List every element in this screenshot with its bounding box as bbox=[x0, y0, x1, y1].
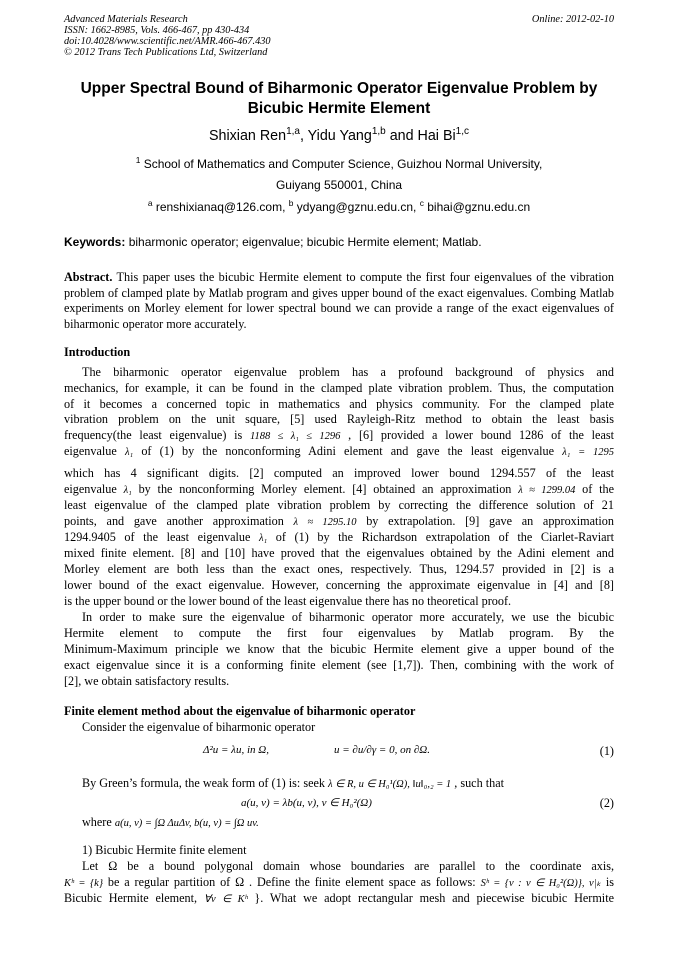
equation-1-right: u = ∂u/∂γ = 0, on ∂Ω. bbox=[334, 744, 430, 756]
intro-line: lower bound of the exact eigenvalue. However, concerning the approximate eigenvalue in [4] and [8] bbox=[64, 578, 614, 592]
intro-line bbox=[64, 514, 614, 531]
copyright: © 2012 Trans Tech Publications Ltd, Switzerland bbox=[64, 47, 268, 58]
email: bihai@gznu.edu.cn bbox=[423, 200, 531, 214]
fem-text: where bbox=[82, 815, 115, 829]
intro-line: exact eigenvalue since it is a conforming finite element (see [1,7]). Then, combining with the work of bbox=[64, 658, 614, 672]
math-inline: 1188 ≤ λ₁ ≤ 1296 bbox=[250, 431, 341, 442]
fem-heading: Finite element method about the eigenvalue of biharmonic operator bbox=[64, 704, 416, 718]
issn: ISSN: 1662-8985, Vols. 466-467, pp 430-434 bbox=[64, 25, 250, 36]
math-inline: a(u, v) = ∫Ω ΔuΔv, b(u, v) = ∫Ω uv. bbox=[114, 818, 259, 829]
intro-line: vibration problem on the unit square, [5] used Rayleigh-Ritz method to obtain the least basis bbox=[64, 412, 614, 426]
affiliation-text: School of Mathematics and Computer Science, Guizhou Normal University, bbox=[140, 157, 543, 171]
author-sup: 1,b bbox=[371, 126, 386, 138]
email: ydyang@gznu.edu.cn, bbox=[293, 200, 420, 214]
intro-text: eigenvalue bbox=[64, 482, 124, 496]
author-name: Shixian Ren bbox=[208, 128, 287, 144]
intro-text: points, and gave another approximation bbox=[64, 514, 294, 528]
affiliation-line-1 bbox=[40, 157, 638, 171]
abstract-label: Abstract. bbox=[64, 270, 113, 284]
math-inline: Sʰ = {v : v ∈ H₀²(Ω)}, v|ₖ bbox=[480, 878, 601, 889]
fem-text: }. What we adopt rectangular mesh and piecewise bicubic Hermite bbox=[247, 891, 614, 905]
equation-1-left: Δ²u = λu, in Ω, bbox=[203, 744, 269, 756]
intro-text: by extrapolation. [9] gave an approximation bbox=[356, 514, 614, 528]
intro-line: which has 4 significant digits. [2] computed an improved lower bound 1294.557 of the least bbox=[64, 466, 614, 480]
fem-text: is bbox=[600, 875, 614, 889]
affiliation-line-2: Guiyang 550001, China bbox=[275, 178, 403, 192]
keywords bbox=[64, 235, 624, 249]
math-inline: λ₁ = 1295 bbox=[562, 447, 614, 458]
email-sup: a bbox=[147, 198, 153, 208]
fem-line bbox=[64, 891, 614, 908]
email-sup: c bbox=[419, 198, 424, 208]
keywords-label: Keywords: bbox=[64, 235, 126, 249]
intro-line: Hermite element to compute the first four eigenvalues by Matlab program. By the bbox=[64, 626, 614, 640]
intro-line bbox=[64, 444, 614, 461]
author-name: Yidu Yang bbox=[307, 128, 372, 144]
math-inline: λ ≈ 1299.04 bbox=[518, 485, 576, 496]
keywords-text: biharmonic operator; eigenvalue; bicubic Hermite element; Matlab. bbox=[125, 235, 482, 249]
fem-text: Bicubic Hermite element, bbox=[64, 891, 204, 905]
fem-text: , such that bbox=[451, 776, 504, 790]
math-inline: λ ∈ R, u ∈ H₀¹(Ω), ‖u‖₀,₂ = 1 bbox=[328, 779, 452, 790]
intro-line: least eigenvalue of the clamped plate vibration problem by correcting the difference solution of 21 bbox=[64, 498, 614, 512]
intro-line: is the upper bound or the lower bound of the least eigenvalue there has no theoretical proof. bbox=[64, 594, 512, 608]
intro-line bbox=[64, 428, 614, 445]
intro-text: by the nonconforming Morley element. [4] obtained an approximation bbox=[131, 482, 519, 496]
abstract bbox=[64, 270, 614, 332]
intro-line bbox=[64, 482, 614, 499]
title-line-2: Bicubic Hermite Element bbox=[247, 100, 431, 117]
intro-text: of the bbox=[575, 482, 614, 496]
intro-line bbox=[64, 530, 614, 547]
math-inline: λ ≈ 1295.10 bbox=[293, 517, 357, 528]
intro-text: frequency(the least eigenvalue) is bbox=[64, 428, 251, 442]
intro-line: The biharmonic operator eigenvalue problem has a profound background of physics and bbox=[82, 365, 614, 379]
fem-line bbox=[64, 875, 614, 892]
intro-line: [2], we obtain satisfactory results. bbox=[64, 674, 230, 688]
intro-line: Morley element are both less than the exact ones, respectively. Thus, 1294.57 provided in [2] is a bbox=[64, 562, 614, 576]
fem-text: be a regular partition of Ω . Define the finite element space as follows: bbox=[103, 875, 481, 889]
intro-text: of (1) by the Richardson extrapolation of the Ciarlet-Raviart bbox=[267, 530, 614, 544]
intro-line: mixed finite element. [8] and [10] have proved that the eigenvalues obtained by the Adini element and bbox=[64, 546, 614, 560]
math-inline: ∀v ∈ Kʰ bbox=[203, 894, 248, 905]
intro-line: In order to make sure the eigenvalue of biharmonic operator more accurately, we use the bicubic bbox=[82, 610, 614, 624]
intro-line: Minimum-Maximum principle we know that the bicubic Hermite element give a upper bound of the bbox=[64, 642, 614, 656]
author-and: and bbox=[385, 128, 418, 144]
intro-text: of (1) by the nonconforming Adini element and gave the least eigenvalue bbox=[133, 444, 563, 458]
intro-line: of it becomes a concerned topic in mathematics and physics community. For the clamped plate bbox=[64, 397, 614, 411]
equation-1-number: (1) bbox=[599, 744, 614, 758]
equation-2-number: (2) bbox=[599, 796, 614, 810]
email: renshixianaq@126.com, bbox=[152, 200, 289, 214]
math-inline: λ₁ bbox=[124, 447, 134, 458]
math-inline: Kʰ = {k} bbox=[64, 878, 104, 889]
author-sup: 1,c bbox=[455, 126, 470, 138]
author-sup: 1,a bbox=[286, 126, 300, 138]
fem-line: Consider the eigenvalue of biharmonic operator bbox=[82, 720, 316, 734]
fem-line bbox=[82, 776, 632, 793]
title-line-1: Upper Spectral Bound of Biharmonic Operator Eigenvalue Problem by bbox=[80, 80, 598, 97]
author-emails bbox=[40, 200, 638, 214]
authors bbox=[40, 128, 638, 144]
author-name: Hai Bi bbox=[417, 128, 456, 144]
paper-title bbox=[60, 79, 618, 119]
intro-heading: Introduction bbox=[64, 345, 131, 359]
math-inline: λ₁ bbox=[123, 485, 132, 496]
math-inline: λ₁ bbox=[258, 533, 268, 544]
fem-line bbox=[82, 815, 632, 832]
fem-text: By Green’s formula, the weak form of (1) is: seek bbox=[82, 776, 329, 790]
online-date: Online: 2012-02-10 bbox=[531, 14, 614, 25]
journal-name: Advanced Materials Research bbox=[64, 14, 188, 25]
intro-text: eigenvalue bbox=[64, 444, 125, 458]
equation-2: a(u, v) = λb(u, v), v ∈ H₀²(Ω) bbox=[241, 797, 372, 809]
doi: doi:10.4028/www.scientific.net/AMR.466-467.430 bbox=[64, 36, 271, 47]
fem-line: Let Ω be a bound polygonal domain whose boundaries are parallel to the coordinate axis, bbox=[82, 859, 614, 873]
email-sup: b bbox=[288, 198, 294, 208]
journal-header bbox=[64, 14, 271, 58]
intro-text: 1294.9405 of the least eigenvalue bbox=[64, 530, 259, 544]
intro-text: , [6] provided a lower bound 1286 of the least bbox=[340, 428, 614, 442]
affiliation-sup: 1 bbox=[135, 155, 141, 165]
author-sep: , bbox=[299, 128, 308, 144]
abstract-text: This paper uses the bicubic Hermite element to compute the first four eigenvalues of the vibration problem of clamped plate by Matlab program and gives upper bound of the exact eigenvalues. Combing Matlab experiments on Morley element for lower spectral bound we can provide a range of the exact eigenvalues of biharmonic operator more accurately. bbox=[64, 270, 614, 331]
intro-line: mechanics, for example, it can be found in the clamped plate vibration problem. Thus, the computation bbox=[64, 381, 614, 395]
fem-subheading: 1) Bicubic Hermite finite element bbox=[82, 843, 247, 857]
